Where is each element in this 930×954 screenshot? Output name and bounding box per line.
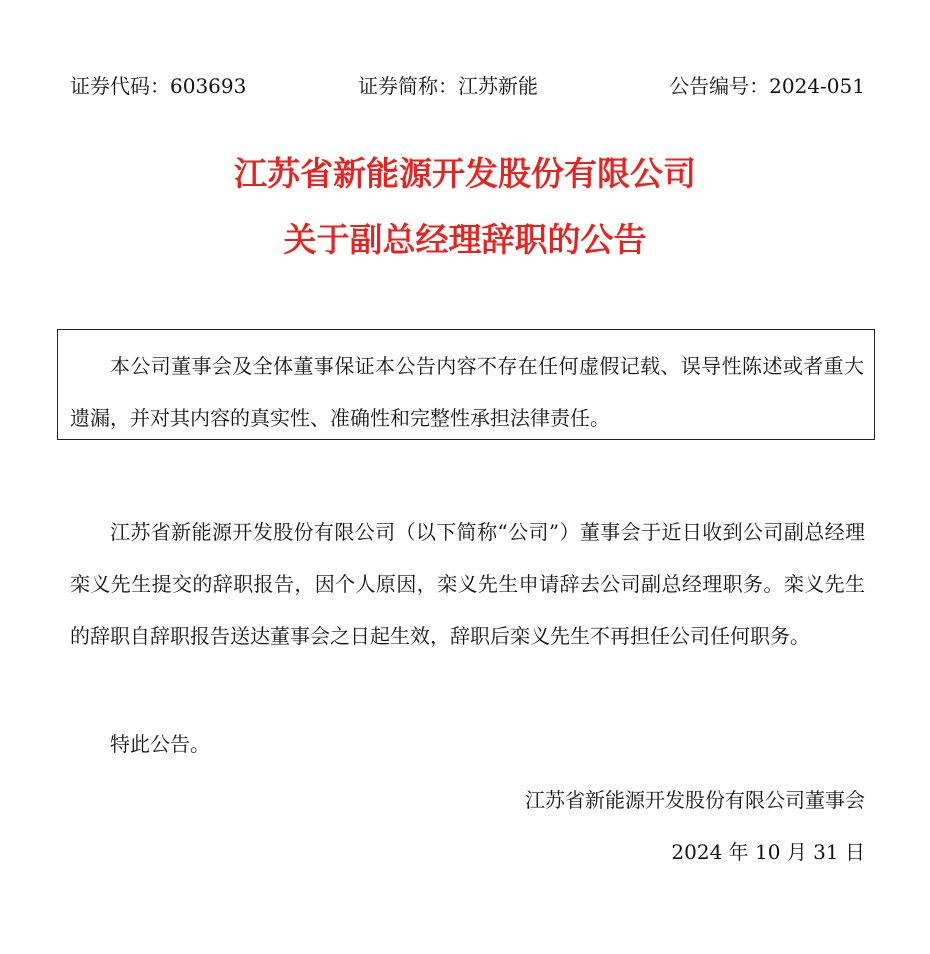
company-title: 江苏省新能源开发股份有限公司 <box>234 154 696 193</box>
signature-date: 2024 年 10 月 31 日 <box>671 840 865 864</box>
header-row <box>70 70 865 102</box>
stock-code: 证券代码：603693 <box>70 74 247 98</box>
disclaimer-box: 本公司董事会及全体董事保证本公告内容不存在任何虚假记载、误导性陈述或者重大遗漏，并对其内容的真实性、准确性和完整性承担法律责任。 <box>57 329 875 440</box>
signature-company: 江苏省新能源开发股份有限公司董事会 <box>525 788 865 812</box>
stock-name: 证券简称：江苏新能 <box>358 74 538 98</box>
body-paragraph: 江苏省新能源开发股份有限公司（以下简称“公司”）董事会于近日收到公司副总经理栾义先生提交的辞职报告，因个人原因，栾义先生申请辞去公司副总经理职务。栾义先生的辞职自辞职报告送达董事会之日起生效，辞职后栾义先生不再担任公司任何职务。 <box>70 520 865 648</box>
signature-block <box>525 774 865 878</box>
closing-text: 特此公告。 <box>110 732 210 756</box>
announcement-title: 关于副总经理辞职的公告 <box>283 220 647 259</box>
announcement-number: 公告编号：2024-051 <box>669 74 865 98</box>
